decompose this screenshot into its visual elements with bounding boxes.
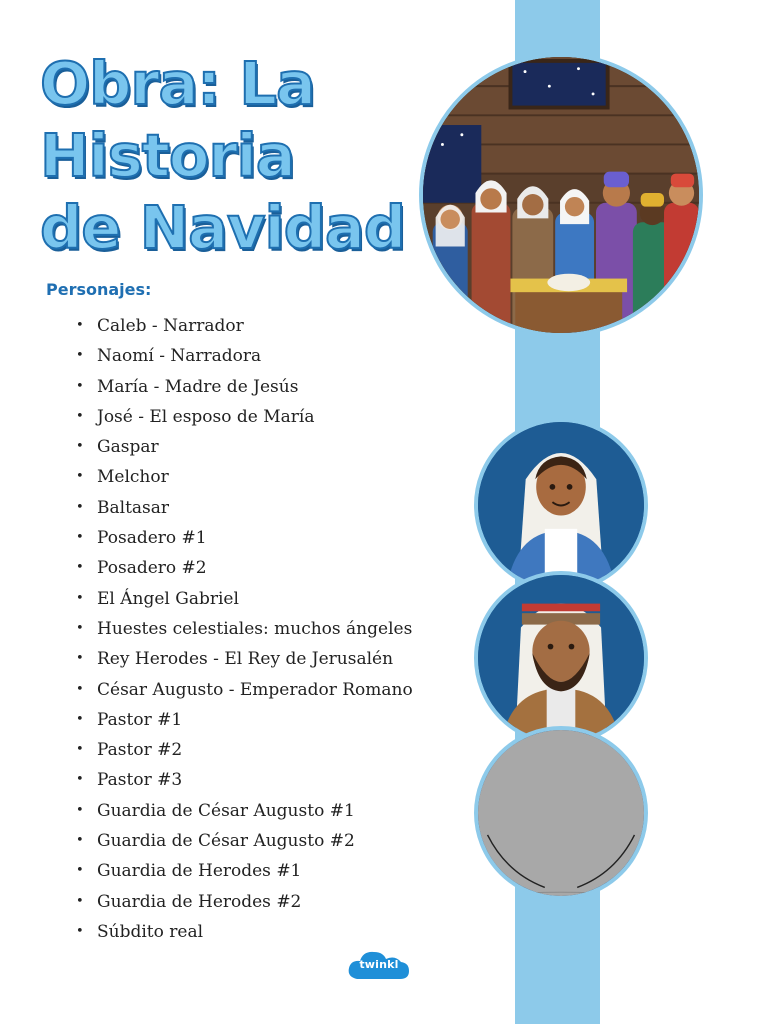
character-list-item <box>76 584 413 614</box>
character-list-item <box>76 553 413 583</box>
character-name: Guardia de Herodes #2 <box>97 891 302 912</box>
logo-text: twinkl <box>359 958 399 971</box>
character-list-item <box>76 887 413 917</box>
bullet-icon: • <box>76 711 84 727</box>
bullet-icon: • <box>76 681 84 697</box>
bullet-icon: • <box>76 863 84 879</box>
character-name: Guardia de Herodes #1 <box>97 861 302 882</box>
character-list-item <box>76 402 413 432</box>
bullet-icon: • <box>76 530 84 546</box>
character-name: Súbdito real <box>97 921 204 942</box>
bullet-icon: • <box>76 469 84 485</box>
character-list-item <box>76 705 413 735</box>
bullet-icon: • <box>76 560 84 576</box>
bullet-icon: • <box>76 439 84 455</box>
title-line-2: Historia <box>40 121 295 190</box>
bullet-icon: • <box>76 620 84 636</box>
character-name: José - El esposo de María <box>97 406 315 427</box>
grey-placeholder-portrait-image <box>474 726 648 900</box>
character-list-item <box>76 917 413 947</box>
characters-list <box>76 311 413 947</box>
character-list-item <box>76 856 413 886</box>
character-name: Naomí - Narradora <box>97 346 262 367</box>
mary-portrait-image <box>474 418 648 592</box>
character-name: Gaspar <box>97 437 159 458</box>
character-list-item <box>76 826 413 856</box>
bullet-icon: • <box>76 348 84 364</box>
twinkl-logo <box>347 949 411 985</box>
bullet-icon: • <box>76 651 84 667</box>
character-list-item <box>76 493 413 523</box>
character-name: Rey Herodes - El Rey de Jerusalén <box>97 649 394 670</box>
character-name: Posadero #2 <box>97 558 207 579</box>
bullet-icon: • <box>76 378 84 394</box>
characters-heading: Personajes: <box>46 280 152 299</box>
character-name: Huestes celestiales: muchos ángeles <box>97 618 413 639</box>
bullet-icon: • <box>76 893 84 909</box>
title-line-3: de Navidad <box>40 193 405 262</box>
character-list-item <box>76 675 413 705</box>
bullet-icon: • <box>76 802 84 818</box>
bullet-icon: • <box>76 742 84 758</box>
bullet-icon: • <box>76 772 84 788</box>
character-name: Guardia de César Augusto #2 <box>97 831 355 852</box>
bullet-icon: • <box>76 408 84 424</box>
character-name: Guardia de César Augusto #1 <box>97 800 355 821</box>
bullet-icon: • <box>76 833 84 849</box>
bullet-icon: • <box>76 499 84 515</box>
character-name: Pastor #3 <box>97 770 183 791</box>
character-list-item <box>76 765 413 795</box>
character-name: Pastor #2 <box>97 740 183 761</box>
bullet-icon: • <box>76 923 84 939</box>
character-list-item <box>76 462 413 492</box>
character-list-item <box>76 796 413 826</box>
page-title <box>40 48 405 264</box>
character-list-item <box>76 644 413 674</box>
title-line-1: Obra: La <box>40 49 315 118</box>
character-name: Posadero #1 <box>97 528 207 549</box>
character-list-item <box>76 614 413 644</box>
character-name: El Ángel Gabriel <box>97 588 239 609</box>
character-list-item <box>76 311 413 341</box>
nativity-scene-image <box>419 53 703 337</box>
character-list-item <box>76 341 413 371</box>
character-name: César Augusto - Emperador Romano <box>97 679 413 700</box>
character-list-item <box>76 372 413 402</box>
character-name: Melchor <box>97 467 169 488</box>
bullet-icon: • <box>76 318 84 333</box>
character-name: Baltasar <box>97 497 170 518</box>
character-name: María - Madre de Jesús <box>97 376 299 397</box>
character-list-item <box>76 432 413 462</box>
character-list-item <box>76 735 413 765</box>
character-name: Caleb - Narrador <box>97 316 244 336</box>
bullet-icon: • <box>76 590 84 606</box>
character-name: Pastor #1 <box>97 709 183 730</box>
joseph-portrait-image <box>474 571 648 745</box>
character-list-item <box>76 523 413 553</box>
